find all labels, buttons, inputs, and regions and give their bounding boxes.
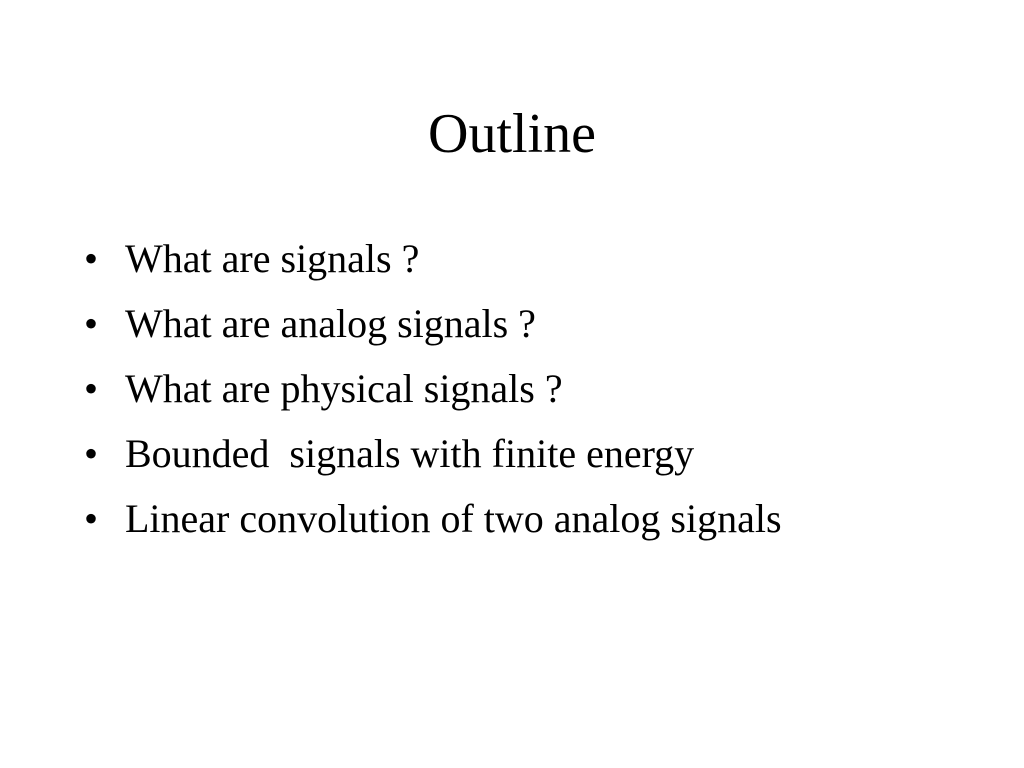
bullet-item (84, 489, 984, 554)
bullet-text: Bounded signals with finite energy (125, 431, 695, 476)
bullet-item (84, 294, 984, 359)
slide-title: Outline (428, 103, 596, 165)
bullet-icon: • (84, 496, 99, 541)
bullet-text: What are physical signals ? (125, 366, 563, 411)
bullet-list (84, 229, 984, 554)
bullet-item (84, 229, 984, 294)
bullet-icon: • (84, 236, 99, 281)
bullet-icon: • (84, 366, 99, 411)
bullet-text: Linear convolution of two analog signals (125, 496, 782, 541)
bullet-icon: • (84, 431, 99, 476)
bullet-item (84, 424, 984, 489)
bullet-text: What are analog signals ? (125, 301, 536, 346)
bullet-text: What are signals ? (125, 236, 420, 281)
bullet-icon: • (84, 301, 99, 346)
bullet-item (84, 359, 984, 424)
